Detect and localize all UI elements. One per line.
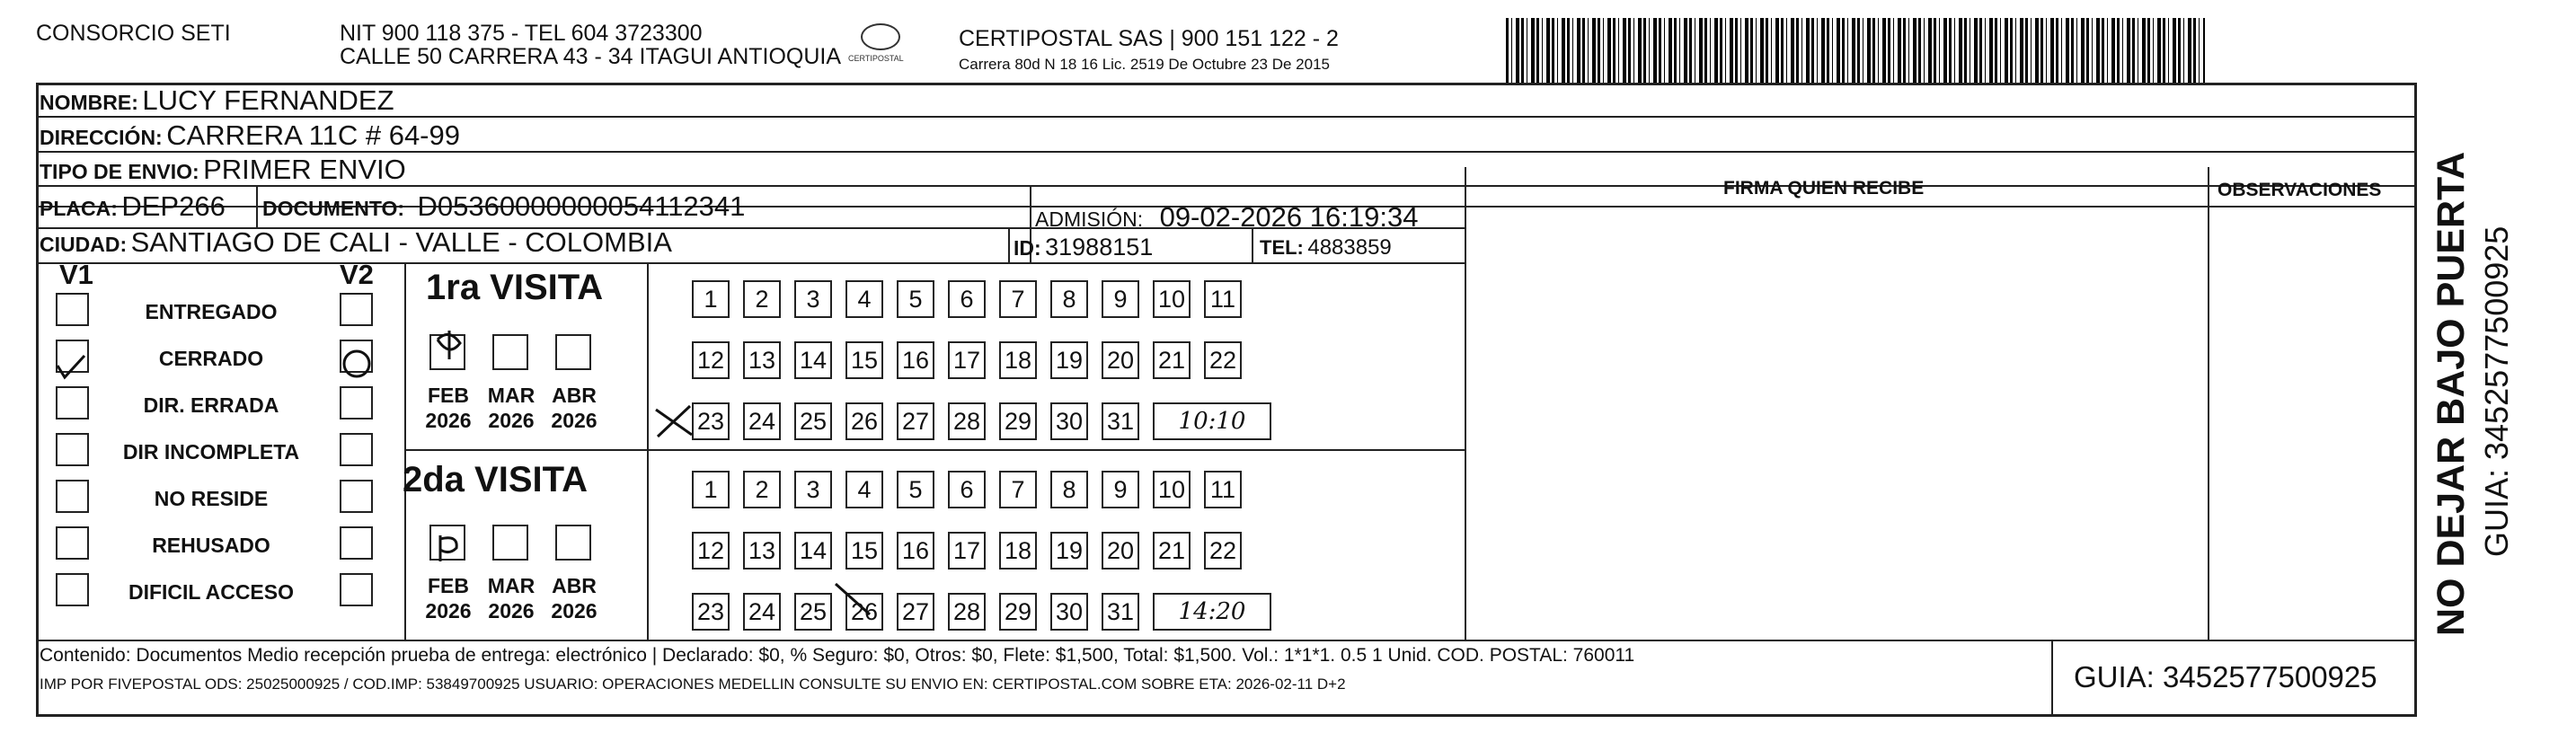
day-box[interactable]: 9 [1102, 471, 1139, 508]
admision-label: ADMISIÓN: [1035, 208, 1144, 231]
day-box[interactable]: 3 [794, 280, 832, 318]
month-mark-icon [438, 331, 460, 359]
day-cross-icon [656, 406, 692, 437]
day-box[interactable]: 13 [743, 341, 781, 379]
month-name: FEB [428, 384, 469, 407]
month-year: 2026 [425, 409, 472, 432]
check-mark-icon [58, 356, 84, 377]
nombre-label: NOMBRE: [40, 91, 138, 114]
day-cross-icon [836, 584, 870, 614]
placa-value: DEP266 [121, 190, 226, 222]
day-box[interactable]: 30 [1050, 593, 1088, 631]
day-box[interactable]: 16 [897, 341, 934, 379]
visit1-title: 1ra VISITA [426, 268, 604, 307]
status-option-label: DIFICIL ACCESO [128, 580, 294, 604]
day-box[interactable]: 27 [897, 593, 934, 631]
v2-label: V2 [340, 259, 374, 290]
status-option-label: DIR INCOMPLETA [122, 440, 300, 464]
month-year: 2026 [488, 409, 535, 432]
day-box[interactable]: 18 [999, 341, 1037, 379]
day-box[interactable]: 20 [1102, 341, 1139, 379]
day-box[interactable]: 31 [1102, 402, 1139, 440]
admision-value: 09-02-2026 16:19:34 [1159, 201, 1419, 233]
status-option-label: DIR. ERRADA [143, 393, 279, 417]
day-box[interactable]: 27 [897, 402, 934, 440]
footer-guia: GUIA: 3452577500925 [2074, 660, 2377, 693]
company-name: CONSORCIO SETI [36, 21, 231, 46]
day-box[interactable]: 23 [692, 402, 730, 440]
day-box[interactable]: 6 [948, 280, 986, 318]
day-box[interactable]: 9 [1102, 280, 1139, 318]
day-box[interactable]: 6 [948, 471, 986, 508]
day-box[interactable]: 4 [845, 471, 883, 508]
day-box[interactable]: 21 [1153, 532, 1191, 570]
status-option-label: ENTREGADO [145, 300, 278, 323]
day-box[interactable]: 26 [845, 593, 883, 631]
day-box[interactable]: 25 [794, 402, 832, 440]
month-year: 2026 [551, 409, 598, 432]
nombre-value: LUCY FERNANDEZ [142, 84, 394, 116]
day-box[interactable]: 19 [1050, 532, 1088, 570]
id-value: 31988151 [1045, 234, 1154, 261]
day-box[interactable]: 8 [1050, 471, 1088, 508]
footer-line1: Contenido: Documentos Medio recepción prueba de entrega: electrónico | Declarado: $0, % Seguro: $0, Otros: $0, Flete: $1,500, Total: $1,500. Vol.: 1*1*1. 0.5 1 Unid. COD. POSTAL: 760011 [40, 645, 1635, 666]
carrier-line: CERTIPOSTAL SAS | 900 151 122 - 2 [959, 26, 1339, 51]
day-box[interactable]: 1 [692, 471, 730, 508]
visit2-title: 2da VISITA [403, 460, 588, 499]
day-box[interactable]: 30 [1050, 402, 1088, 440]
id-label: ID: [1014, 236, 1041, 260]
circle-mark-icon [344, 351, 369, 376]
day-box[interactable]: 14 [794, 532, 832, 570]
day-box[interactable]: 4 [845, 280, 883, 318]
observaciones-header: OBSERVACIONES [2217, 180, 2382, 200]
firma-header: FIRMA QUIEN RECIBE [1723, 178, 1925, 199]
day-box[interactable]: 31 [1102, 593, 1139, 631]
day-box[interactable]: 29 [999, 593, 1037, 631]
day-box[interactable]: 12 [692, 341, 730, 379]
placa-label: PLACA: [40, 197, 118, 220]
day-box[interactable]: 19 [1050, 341, 1088, 379]
day-box[interactable]: 11 [1204, 471, 1242, 508]
month-year: 2026 [425, 599, 472, 623]
day-box[interactable]: 22 [1204, 341, 1242, 379]
ciudad-value: SANTIAGO DE CALI - VALLE - COLOMBIA [130, 226, 672, 258]
day-box[interactable]: 12 [692, 532, 730, 570]
documento-label: DOCUMENTO: [262, 197, 405, 220]
month-name: MAR [487, 384, 536, 407]
day-box[interactable]: 10 [1153, 471, 1191, 508]
day-box[interactable]: 10 [1153, 280, 1191, 318]
day-box[interactable]: 26 [845, 402, 883, 440]
day-box[interactable]: 2 [743, 471, 781, 508]
sidebar-guia: GUIA: 3452577500925 [2478, 225, 2515, 557]
status-option-label: CERRADO [158, 347, 264, 370]
day-box[interactable]: 25 [794, 593, 832, 631]
day-box[interactable]: 3 [794, 471, 832, 508]
day-box[interactable]: 5 [897, 280, 934, 318]
nit-line: NIT 900 118 375 - TEL 604 3723300 [340, 21, 703, 46]
day-box[interactable]: 29 [999, 402, 1037, 440]
day-box[interactable]: 20 [1102, 532, 1139, 570]
day-box[interactable]: 5 [897, 471, 934, 508]
day-box[interactable]: 18 [999, 532, 1037, 570]
day-box[interactable]: 13 [743, 532, 781, 570]
documento-value: D05360000000054112341 [417, 190, 746, 222]
direccion-value: CARRERA 11C # 64-99 [166, 119, 460, 151]
carrier-address: Carrera 80d N 18 16 Lic. 2519 De Octubre 23 De 2015 [959, 56, 1330, 73]
day-box[interactable]: 24 [743, 593, 781, 631]
month-name: FEB [428, 574, 469, 597]
day-box[interactable]: 11 [1204, 280, 1242, 318]
month-name: MAR [487, 574, 536, 597]
v1-label: V1 [59, 259, 93, 290]
ciudad-label: CIUDAD: [40, 233, 128, 256]
day-box[interactable]: 24 [743, 402, 781, 440]
day-box[interactable]: 28 [948, 402, 986, 440]
month-year: 2026 [551, 599, 598, 623]
month-name: ABR [552, 574, 597, 597]
day-box[interactable]: 7 [999, 280, 1037, 318]
day-box[interactable]: 2 [743, 280, 781, 318]
day-box[interactable]: 7 [999, 471, 1037, 508]
day-box[interactable]: 14 [794, 341, 832, 379]
day-box[interactable]: 17 [948, 532, 986, 570]
month-mark-icon [440, 535, 456, 561]
day-box[interactable]: 8 [1050, 280, 1088, 318]
tipo-label: TIPO DE ENVIO: [40, 160, 199, 183]
day-box[interactable]: 28 [948, 593, 986, 631]
day-box[interactable]: 21 [1153, 341, 1191, 379]
no-dejar-warning: NO DEJAR BAJO PUERTA [2430, 151, 2473, 636]
logo-text: CERTIPOSTAL [848, 54, 904, 63]
month-year: 2026 [488, 599, 535, 623]
tel-label: TEL: [1260, 236, 1304, 259]
day-box[interactable]: 15 [845, 532, 883, 570]
day-box[interactable]: 22 [1204, 532, 1242, 570]
status-option-label: NO RESIDE [154, 487, 269, 510]
visit-time: 10:10 [1153, 402, 1271, 440]
day-box[interactable]: 17 [948, 341, 986, 379]
status-option-label: REHUSADO [152, 534, 270, 557]
tel-value: 4883859 [1307, 235, 1392, 260]
footer-line2: IMP POR FIVEPOSTAL ODS: 25025000925 / COD.IMP: 53849700925 USUARIO: OPERACIONES MEDELLIN CONSULTE SU ENVIO EN: CERTIPOSTAL.COM SOBRE ETA: 2026-02-11 D+2 [40, 676, 1346, 693]
tipo-value: PRIMER ENVIO [203, 154, 406, 185]
address-line: CALLE 50 CARRERA 43 - 34 ITAGUI ANTIOQUIA [340, 44, 842, 69]
day-box[interactable]: 15 [845, 341, 883, 379]
visit-time: 14:20 [1153, 593, 1271, 631]
direccion-label: DIRECCIÓN: [40, 126, 163, 149]
day-box[interactable]: 1 [692, 280, 730, 318]
day-box[interactable]: 23 [692, 593, 730, 631]
month-name: ABR [552, 384, 597, 407]
day-box[interactable]: 16 [897, 532, 934, 570]
